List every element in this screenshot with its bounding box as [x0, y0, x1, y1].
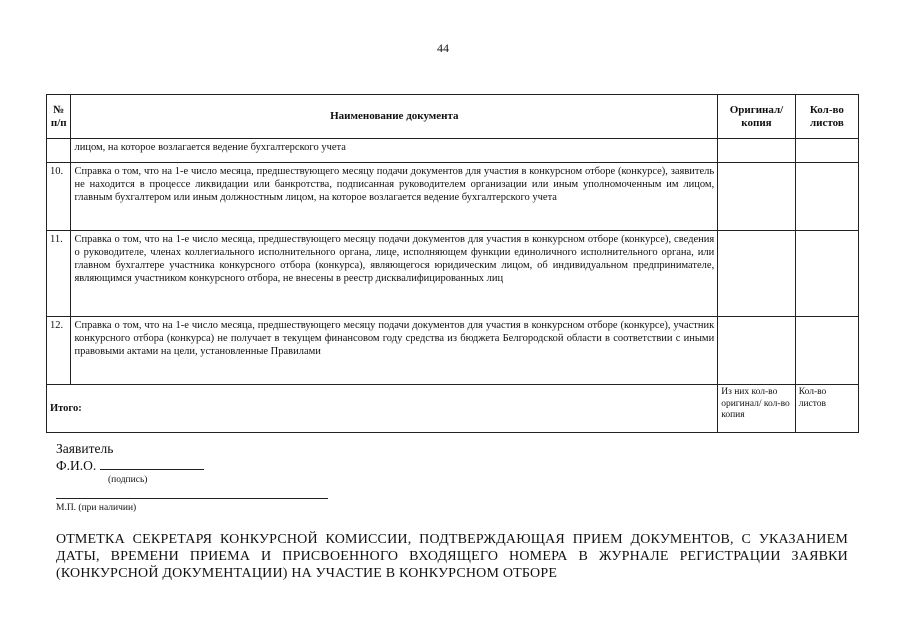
page-number: 44 [437, 41, 449, 55]
fio-row [56, 457, 204, 474]
row-num: 12. [47, 317, 71, 385]
row-original-cell [718, 231, 796, 317]
row-document-name: Справка о том, что на 1-е число месяца, предшествующего месяцу подачи документов для участия в конкурсном отборе (конкурсе), сведения о руководителе, членах коллегиального исполнительного органа, лице, исполняющем функции единоличного исполнительного органа, или главном бухгалтере участника конкурсного отбора (конкурса), являющегося юридическим лицом, об индивидуальном предпринимателе, являющимся участником конкурсного отбора, не внесены в реестр дисквалифицированных лиц [71, 231, 718, 317]
applicant-block [56, 440, 204, 474]
row-original-cell [718, 317, 796, 385]
row-document-name: Справка о том, что на 1-е число месяца, предшествующего месяцу подачи документов для участия в конкурсном отборе (конкурсе), заявитель не находится в процессе ликвидации или банкротства, подписанная руководителем организации или иным уполномоченным им лицом, главным бухгалтером или иным должностным лицом, на которое возлагается ведение бухгалтерского учета [71, 163, 718, 231]
row-original-cell [718, 163, 796, 231]
table-header-row [47, 95, 859, 139]
secretary-note: ОТМЕТКА СЕКРЕТАРЯ КОНКУРСНОЙ КОМИССИИ, ПОДТВЕРЖДАЮЩАЯ ПРИЕМ ДОКУМЕНТОВ, С УКАЗАНИЕМ ДАТЫ, ВРЕМЕНИ ПРИЕМА И ПРИСВОЕННОГО ВХОДЯЩЕГО НОМЕРА В ЖУРНАЛЕ РЕГИСТРАЦИИ ЗАЯВКИ (КОНКУРСНОЙ ДОКУМЕНТАЦИИ) НА УЧАСТИЕ В КОНКУРСНОМ ОТБОРЕ [56, 532, 848, 581]
table-row [47, 317, 859, 385]
row-count-cell [795, 163, 858, 231]
row-count-cell [795, 231, 858, 317]
header-count: Кол-во листов [795, 95, 858, 139]
row-count-cell [795, 317, 858, 385]
table-row [47, 139, 859, 163]
stamp-caption: М.П. (при наличии) [56, 503, 137, 513]
row-document-name: лицом, на которое возлагается ведение бухгалтерского учета [71, 139, 718, 163]
row-num: 11. [47, 231, 71, 317]
applicant-label: Заявитель [56, 441, 114, 456]
total-label: Итого: [47, 385, 718, 433]
row-count-cell [795, 139, 858, 163]
signature-caption: (подпись) [108, 475, 148, 485]
fio-label: Ф.И.О. [56, 458, 97, 473]
header-num: № п/п [47, 95, 71, 139]
table-row [47, 163, 859, 231]
header-original: Оригинал/ копия [718, 95, 796, 139]
row-num [47, 139, 71, 163]
total-row [47, 385, 859, 433]
documents-table [46, 94, 859, 433]
row-num: 10. [47, 163, 71, 231]
table-row [47, 231, 859, 317]
signature-line [100, 457, 204, 470]
row-document-name: Справка о том, что на 1-е число месяца, предшествующего месяцу подачи документов для участия в конкурсном отборе (конкурсе), участник конкурсного отбора (конкурса) не получает в текущем финансовом году средства из бюджета Белгородской области в соответствии с иными правовыми актами на цели, установленные Правилами [71, 317, 718, 385]
stamp-line [56, 498, 328, 499]
total-original-note: Из них кол-во оригинал/ кол-во копия [718, 385, 796, 433]
row-original-cell [718, 139, 796, 163]
header-name: Наименование документа [71, 95, 718, 139]
total-count-note: Кол-во листов [795, 385, 858, 433]
